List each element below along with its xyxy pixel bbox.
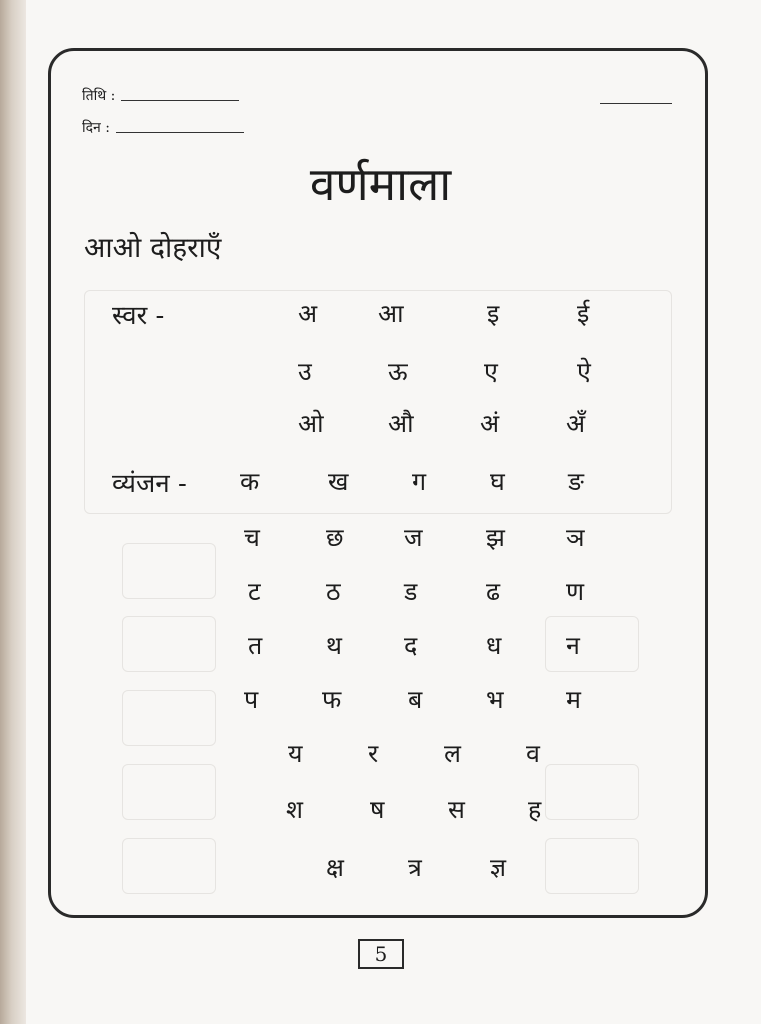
letter: ट [248, 577, 261, 606]
letter: व [526, 739, 540, 768]
date-label: तिथि : [82, 88, 116, 104]
letter: ज [404, 523, 423, 552]
letter: ऐ [577, 357, 591, 386]
date-field [82, 86, 239, 105]
letter: अँ [566, 409, 586, 438]
letter: क्ष [326, 853, 344, 882]
letter: ह [528, 795, 542, 824]
letter: इ [487, 299, 500, 328]
letter: श [286, 795, 304, 824]
letter: क [240, 467, 260, 496]
day-field [82, 118, 244, 137]
day-label: दिन : [82, 120, 110, 136]
section-heading: आओ दोहराएँ [84, 231, 222, 264]
letter: अं [480, 409, 500, 438]
page-number: 5 [358, 939, 404, 969]
letter: प [244, 685, 259, 714]
letter: त्र [408, 853, 422, 882]
consonants-label: व्यंजन - [112, 469, 187, 499]
letter: ङ [568, 467, 584, 496]
letter: ऊ [388, 357, 408, 386]
letter: ष [370, 795, 385, 824]
date-blank-line [121, 99, 239, 101]
letter: ड [404, 577, 418, 606]
blank-line [600, 103, 672, 104]
letter: औ [388, 409, 414, 438]
letter: थ [326, 631, 342, 660]
vowels-label: स्वर - [112, 301, 165, 331]
letter: ञ [566, 523, 585, 552]
letter: च [244, 523, 260, 552]
letter: ल [444, 739, 461, 768]
letter: आ [378, 299, 404, 328]
letter: ध [486, 631, 502, 660]
letter: घ [490, 467, 505, 496]
letter: उ [298, 357, 312, 386]
page-title: वर्णमाला [309, 157, 452, 211]
letter: स [448, 795, 465, 824]
day-blank-line [116, 131, 244, 133]
letter: ओ [298, 409, 324, 438]
letter: य [288, 739, 303, 768]
letter: र [368, 739, 379, 768]
letter: भ [486, 685, 504, 714]
letter: अ [298, 299, 318, 328]
letter: ठ [326, 577, 341, 606]
letter: ब [408, 685, 423, 714]
letter: ग [412, 467, 427, 496]
letter: म [566, 685, 581, 714]
letter: ढ [486, 577, 501, 606]
letter: छ [326, 523, 344, 552]
letter: ण [566, 577, 585, 606]
letter: द [404, 631, 418, 660]
letter: फ [322, 685, 342, 714]
letter: ई [577, 299, 590, 328]
letter: ज्ञ [490, 853, 507, 882]
letter: त [248, 631, 263, 660]
letter: न [566, 631, 580, 660]
letter: ख [328, 467, 349, 496]
letter: झ [486, 523, 505, 552]
letter: ए [484, 357, 498, 386]
